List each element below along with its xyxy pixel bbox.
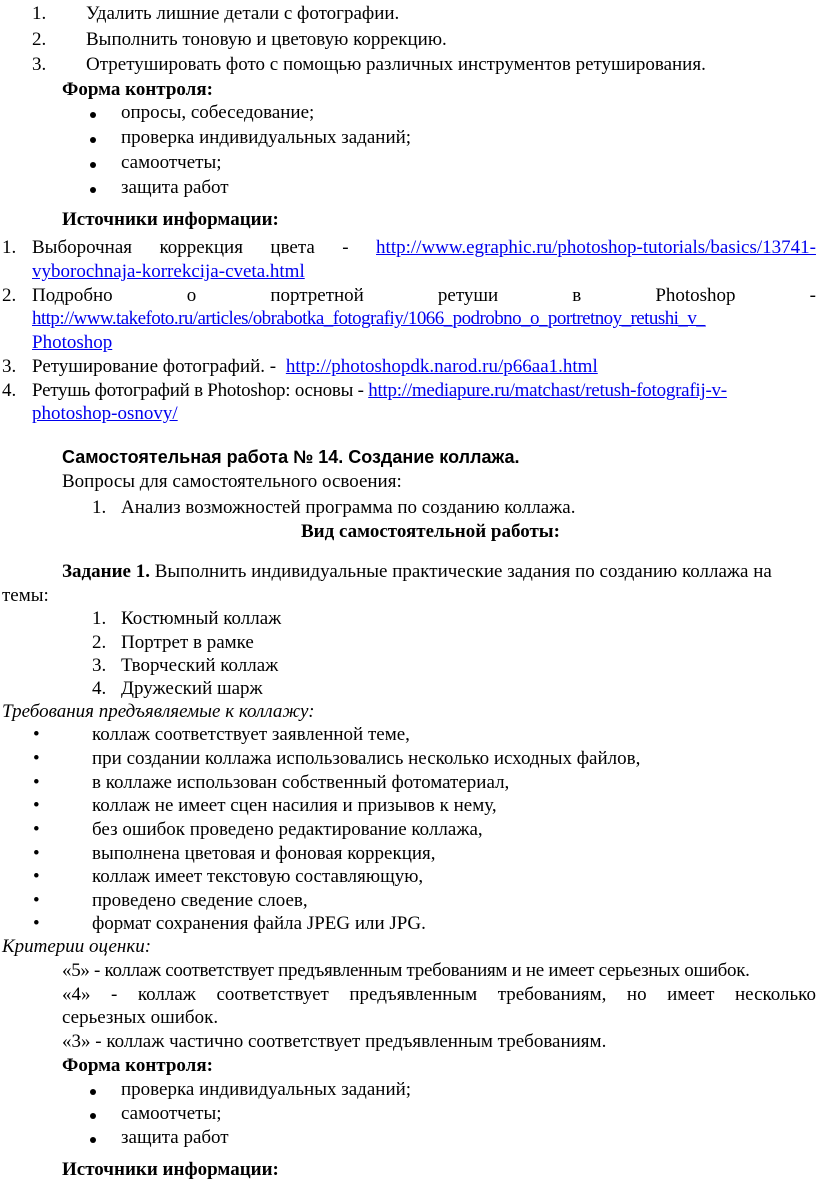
source-line [32, 355, 598, 379]
criteria-label: Критерии оценки: [2, 936, 152, 957]
source-text: в [572, 285, 582, 306]
list-item: самоотчеты; [121, 1103, 222, 1124]
list-number: 2. [92, 632, 107, 653]
criteria-text: - [111, 984, 118, 1005]
bullet-icon [90, 162, 96, 168]
questions-label: Вопросы для самостоятельного освоения: [62, 471, 402, 492]
bullet-icon: • [33, 890, 40, 911]
work-type-heading: Вид самостоятельной работы: [301, 521, 560, 542]
source-line [32, 236, 816, 260]
criteria-text: коллаж [137, 984, 196, 1005]
list-item: защита работ [121, 1127, 229, 1148]
source-number: 2. [2, 285, 17, 306]
list-item: Выполнить тоновую и цветовую коррекцию. [86, 29, 447, 50]
bullet-icon: • [33, 819, 40, 840]
source-text: Выборочная [32, 237, 133, 258]
bullet-icon [90, 1113, 96, 1119]
section-title: Самостоятельная работа № 14. Создание коллажа. [62, 447, 520, 467]
bullet-icon: • [33, 724, 40, 745]
bullet-icon [90, 187, 96, 193]
list-number: 1. [92, 608, 107, 629]
source-link[interactable]: Photoshop [32, 332, 113, 353]
list-item: при создании коллажа использовались несколько исходных файлов, [92, 748, 641, 769]
task-text: Выполнить индивидуальные практические задания по созданию коллажа на [149, 561, 772, 582]
list-item: в коллаже использован собственный фотоматериал, [92, 772, 510, 793]
bullet-icon: • [33, 866, 40, 887]
criteria-text: предъявленным [349, 984, 478, 1005]
list-number: 2. [32, 29, 47, 50]
list-number: 1. [92, 497, 107, 518]
list-item: выполнена цветовая и фоновая коррекция, [92, 843, 436, 864]
criteria-4 [62, 983, 816, 1007]
source-text: Подробно [32, 285, 113, 306]
source-link[interactable]: http://www.egraphic.ru/photoshop-tutorials/basics/13741- [376, 237, 816, 258]
source-number: 3. [2, 356, 17, 377]
question-text: Анализ возможностей программа по созданию коллажа. [121, 497, 576, 518]
list-item: без ошибок проведено редактирование коллажа, [92, 819, 483, 840]
control-heading: Форма контроля: [62, 79, 213, 100]
source-link[interactable]: photoshop-osnovy/ [32, 403, 178, 424]
source-number: 4. [2, 380, 17, 401]
source-link[interactable]: vyborochnaja-korrekcija-cveta.html [32, 261, 305, 282]
sources-heading: Источники информации: [62, 1159, 279, 1180]
source-text: Ретушь фотографий в Photoshop: основы - [32, 380, 369, 401]
source-link[interactable]: http://www.takefoto.ru/articles/obrabotka_fotografiy/1066_podrobno_o_portretnoy_retushi_v_ [32, 308, 706, 329]
list-item: защита работ [121, 177, 229, 198]
control-heading: Форма контроля: [62, 1055, 213, 1076]
list-item: формат сохранения файла JPEG или JPG. [92, 913, 426, 934]
source-text: Ретуширование фотографий. - [32, 356, 281, 377]
source-text: портретной [270, 285, 364, 306]
sources-heading: Источники информации: [62, 209, 279, 230]
list-item: Творческий коллаж [121, 655, 279, 676]
source-number: 1. [2, 237, 17, 258]
source-text: коррекция [159, 237, 243, 258]
bullet-icon [90, 137, 96, 143]
bullet-icon: • [33, 843, 40, 864]
list-item: Удалить лишние детали с фотографии. [86, 3, 400, 24]
list-item: Костюмный коллаж [121, 608, 282, 629]
list-item: проверка индивидуальных заданий; [121, 127, 412, 148]
task-text: темы: [2, 585, 49, 606]
criteria-text: требованиям, [497, 984, 607, 1005]
bullet-icon: • [33, 795, 40, 816]
criteria-5: «5» - коллаж соответствует предъявленным требованиям и не имеет серьезных ошибок. [62, 960, 750, 981]
criteria-text: «4» [62, 984, 91, 1005]
bullet-icon: • [33, 772, 40, 793]
list-item: коллаж соответствует заявленной теме, [92, 724, 410, 745]
bullet-icon [90, 1089, 96, 1095]
source-link[interactable]: http://photoshopdk.narod.ru/p66aa1.html [285, 356, 598, 377]
source-text: ретуши [437, 285, 499, 306]
criteria-3: «3» - коллаж частично соответствует предъявленным требованиям. [62, 1031, 607, 1052]
criteria-text: но [626, 984, 647, 1005]
criteria-text: соответствует [216, 984, 329, 1005]
list-item: опросы, собеседование; [121, 102, 315, 123]
source-text: - [342, 237, 349, 258]
list-item: проведено сведение слоев, [92, 890, 308, 911]
bullet-icon: • [33, 913, 40, 934]
list-number: 4. [92, 678, 107, 699]
bullet-icon: • [33, 748, 40, 769]
bullet-icon [90, 1137, 96, 1143]
list-number: 3. [32, 54, 47, 75]
list-item: коллаж имеет текстовую составляющую, [92, 866, 424, 887]
source-text: о [186, 285, 197, 306]
list-number: 3. [92, 655, 107, 676]
source-text: - [809, 285, 816, 306]
source-text: цвета [270, 237, 315, 258]
list-item: проверка индивидуальных заданий; [121, 1079, 412, 1100]
list-item: Отретушировать фото с помощью различных инструментов ретуширования. [86, 54, 706, 75]
source-line [32, 284, 816, 308]
list-number: 1. [32, 3, 47, 24]
list-item: Портрет в рамке [121, 632, 254, 653]
source-text: Photoshop [655, 285, 736, 306]
list-item: самоотчеты; [121, 152, 222, 173]
source-link[interactable]: http://mediapure.ru/matchast/retush-fotografij-v- [368, 380, 727, 401]
list-item: коллаж не имеет сцен насилия и призывов к нему, [92, 795, 497, 816]
criteria-text: несколько [735, 984, 816, 1005]
bullet-icon [90, 112, 96, 118]
criteria-text: имеет [667, 984, 715, 1005]
criteria-text: серьезных ошибок. [62, 1007, 219, 1028]
requirements-label: Требования предъявляемые к коллажу: [2, 701, 315, 722]
task-paragraph [62, 560, 772, 584]
source-line [32, 379, 727, 403]
list-item: Дружеский шарж [121, 678, 263, 699]
task-label: Задание 1. [62, 561, 150, 582]
